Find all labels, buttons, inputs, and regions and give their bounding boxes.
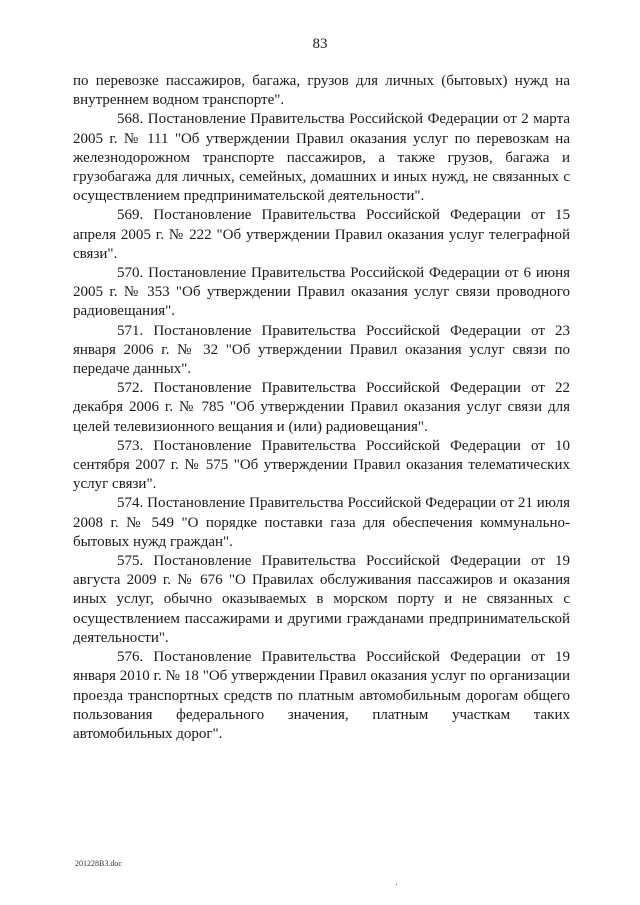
paragraph-570: 570. Постановление Правительства Российской Федерации от 6 июня 2005 г. № 353 "Об утверждении Правил оказания услуг связи проводного радиовещания". xyxy=(73,265,570,320)
document-body xyxy=(73,72,570,744)
paragraph-574: 574. Постановление Правительства Российской Федерации от 21 июля 2008 г. № 549 "О порядке поставки газа для обеспечения коммунально-бытовых нужд граждан". xyxy=(73,495,570,550)
paragraph-575: 575. Постановление Правительства Российской Федерации от 19 августа 2009 г. № 676 "О Правилах обслуживания пассажиров и оказания иных услуг, обычно оказываемых в морском порту и не связанных с осуществлением пассажирами и другими гражданами предпринимательской деятельности". xyxy=(73,553,570,646)
scan-speck xyxy=(396,884,397,885)
paragraph-576: 576. Постановление Правительства Российской Федерации от 19 января 2010 г. № 18 "Об утверждении Правил оказания услуг по организации проезда транспортных средств по платным автомобильным дорогам общего пользования федерального значения, платным участкам таких автомобильных дорог". xyxy=(73,649,570,742)
paragraph-569: 569. Постановление Правительства Российской Федерации от 15 апреля 2005 г. № 222 "Об утверждении Правил оказания услуг телеграфной связи". xyxy=(73,207,570,262)
paragraph-568: 568. Постановление Правительства Российской Федерации от 2 марта 2005 г. № 111 "Об утверждении Правил оказания услуг по перевозкам на железнодорожном транспорте пассажиров, а также грузов, багажа и грузобагажа для личных, семейных, домашних и иных нужд, не связанных с осуществлением предпринимательской деятельности". xyxy=(73,111,570,205)
page-number: 83 xyxy=(312,36,328,52)
paragraph-571: 571. Постановление Правительства Российской Федерации от 23 января 2006 г. № 32 "Об утверждении Правил оказания услуг связи по передаче данных". xyxy=(73,322,570,378)
paragraph-continuation: по перевозке пассажиров, багажа, грузов для личных (бытовых) нужд на внутреннем водном транспорте". xyxy=(73,73,570,109)
paragraph-573: 573. Постановление Правительства Российской Федерации от 10 сентября 2007 г. № 575 "Об утверждении Правил оказания телематических услуг связи". xyxy=(73,437,570,493)
paragraph-572: 572. Постановление Правительства Российской Федерации от 22 декабря 2006 г. № 785 "Об утверждении Правил оказания услуг связи для целей телевизионного вещания и (или) радиовещания". xyxy=(73,380,570,435)
footer-filename: 201228В3.doc xyxy=(75,859,122,868)
